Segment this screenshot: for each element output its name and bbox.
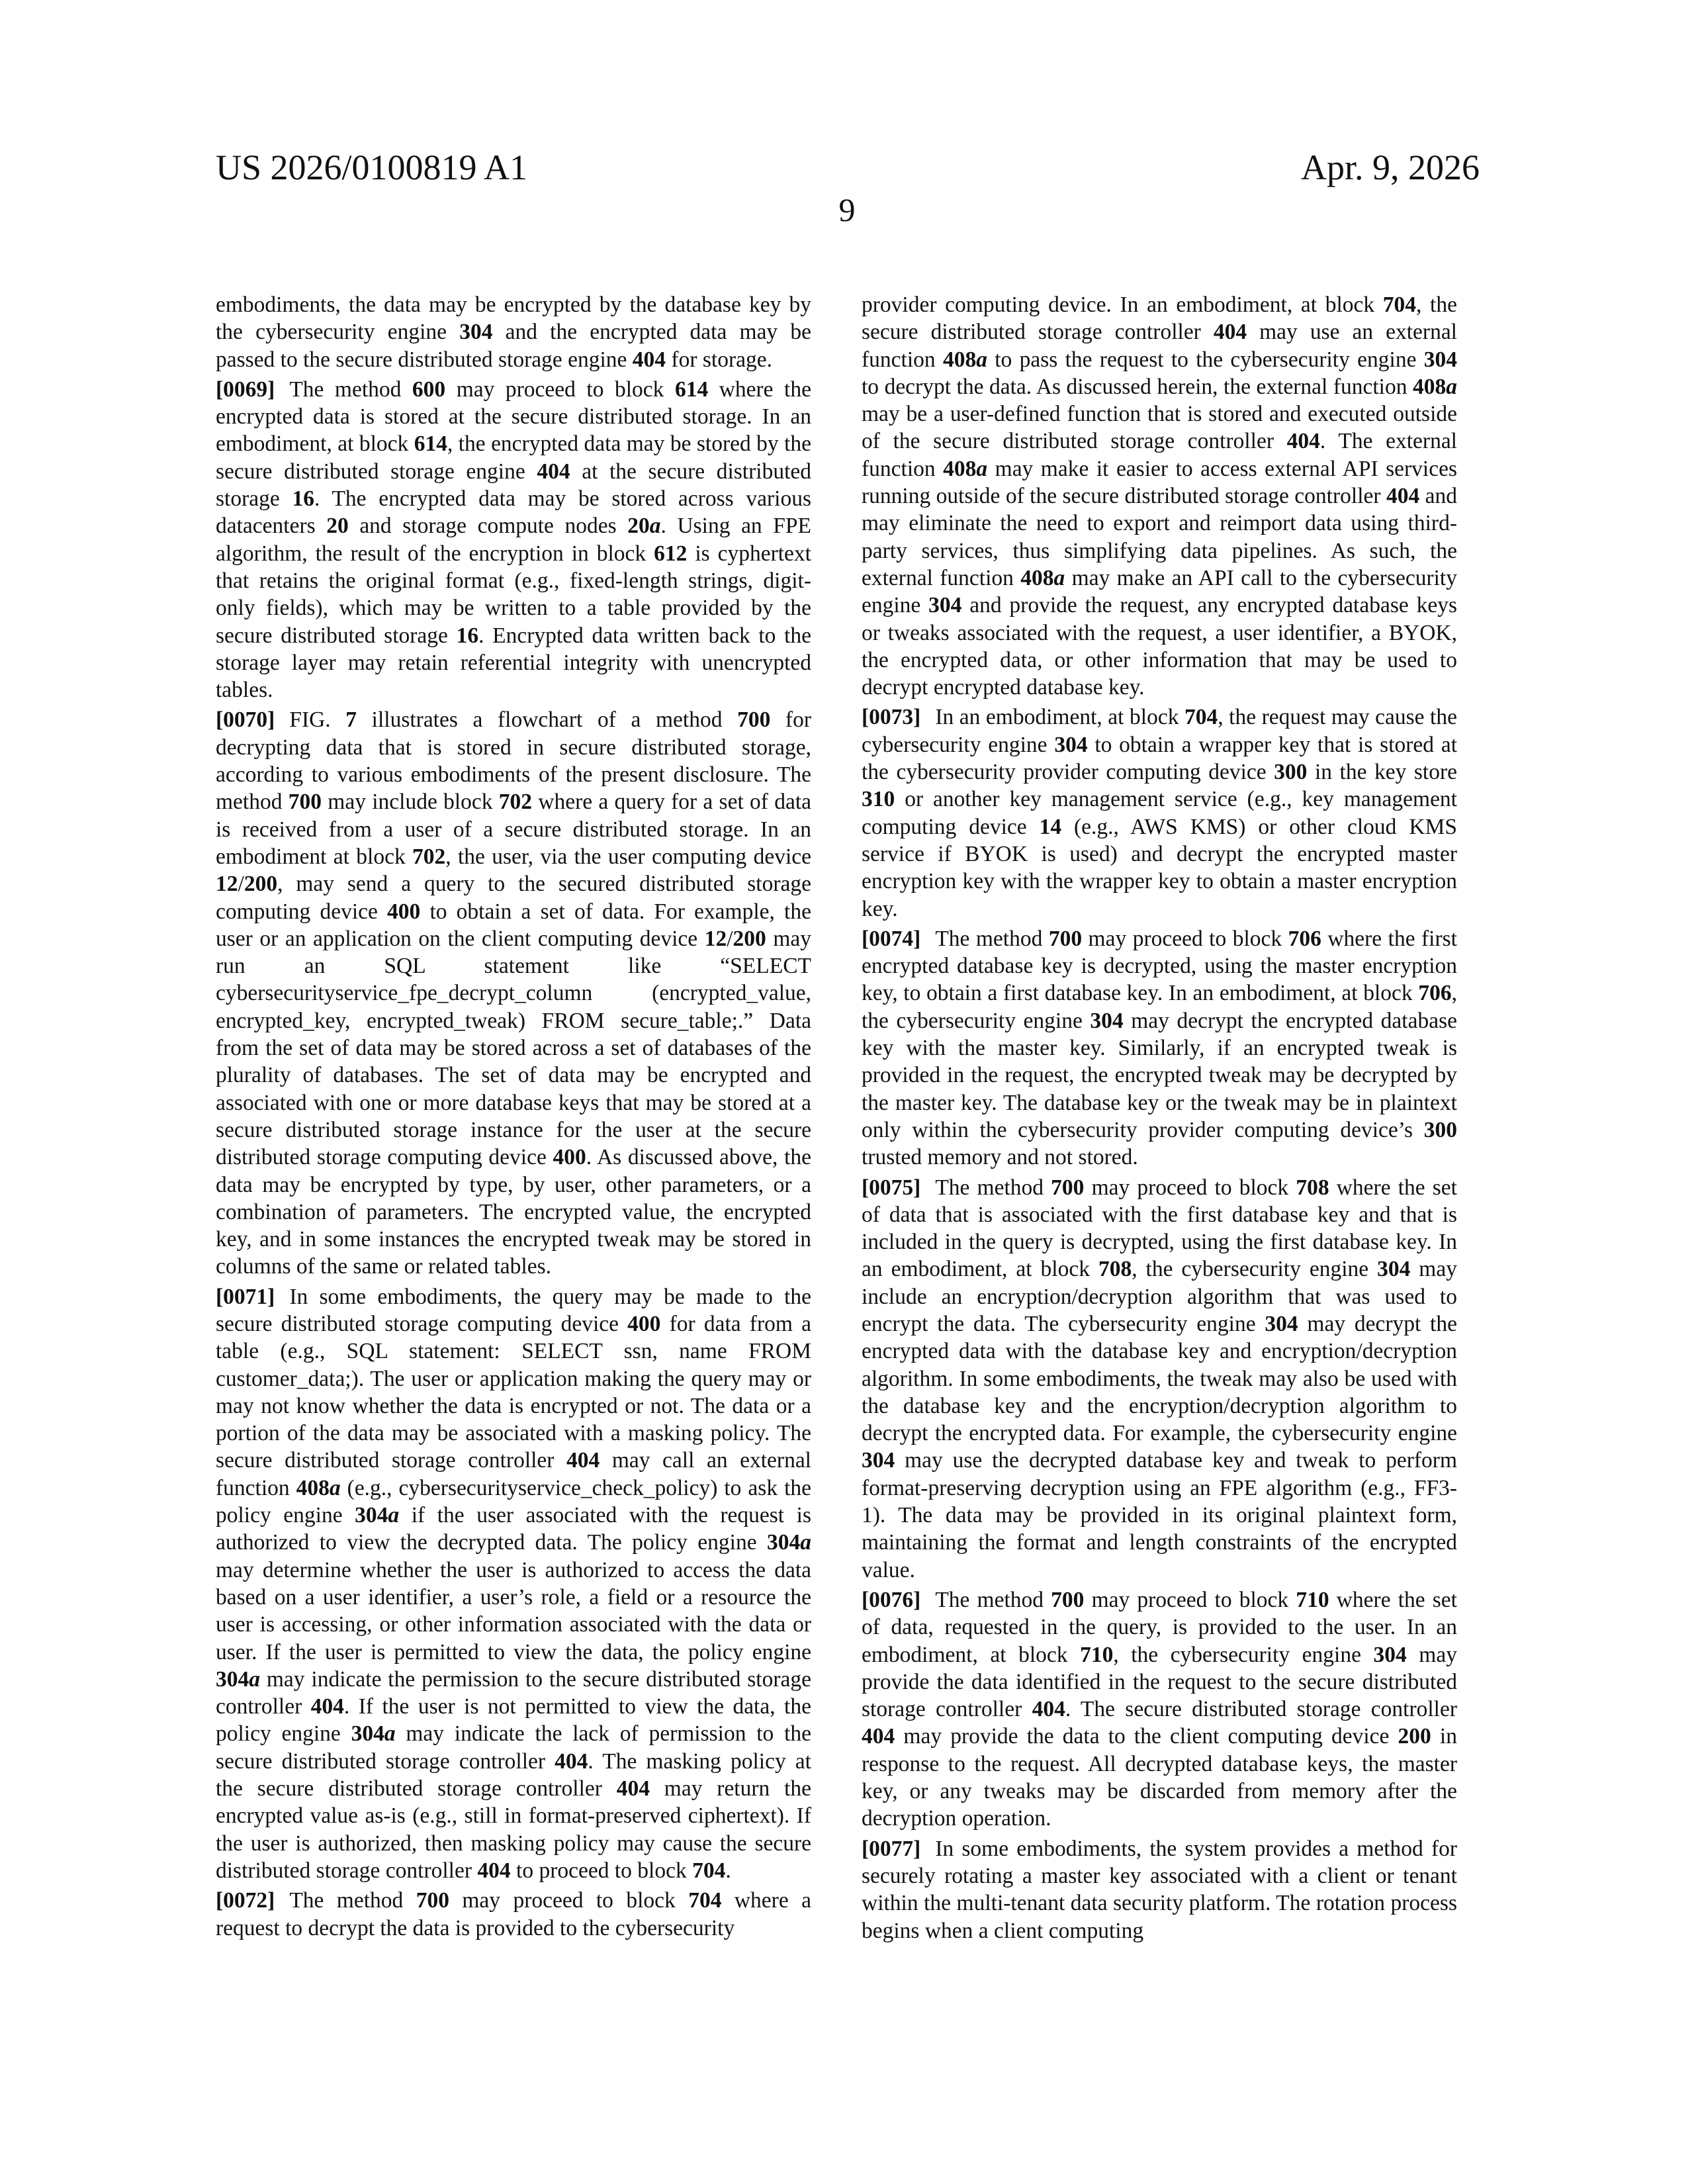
paragraph xyxy=(862,704,1457,922)
page-header xyxy=(216,147,1480,193)
paragraph xyxy=(216,291,811,373)
right-column xyxy=(862,291,1457,1947)
paragraph xyxy=(216,1283,811,1885)
paragraph xyxy=(216,376,811,704)
paragraph-text: In some embodiments, the query may be made to the secure distributed storage computing device 400 for data from a table (e.g., SQL statement: SELECT ssn, name FROM customer_data;). The user or application making the query may or may not know whether the data is encrypted or not. The data or a portion of the data may be associated with a masking policy. The secure distributed storage controller 404 may call an external function 408a (e.g., cybersecurityservice_check_policy) to ask the policy engine 304a if the user associated with the request is authorized to view the decrypted data. The policy engine 304a may determine whether the user is authorized to access the data based on a user identifier, a user’s role, a field or a resource the user is accessing, or other information associated with the data or user. If the user is permitted to view the data, the policy engine 304a may indicate the permission to the secure distributed storage controller 404. If the user is not permitted to view the data, the policy engine 304a may indicate the lack of permission to the secure distributed storage controller 404. The masking policy at the secure distributed storage controller 404 may return the encrypted value as-is (e.g., still in format-preserved ciphertext). If the user is authorized, then masking policy may cause the secure distributed storage controller 404 to proceed to block 704. xyxy=(216,1284,811,1883)
paragraph-number: [0077] xyxy=(862,1836,921,1861)
paragraph xyxy=(862,291,1457,701)
publication-number: US 2026/0100819 A1 xyxy=(216,148,528,187)
left-column xyxy=(216,291,811,1944)
paragraph-number: [0074] xyxy=(862,926,921,951)
paragraph-text: In an embodiment, at block 704, the request may cause the cybersecurity engine 304 to obtain a wrapper key that is stored at the cybersecurity provider computing device 300 in the key store 310 or another key management service (e.g., key management computing device 14 (e.g., AWS KMS) or other cloud KMS service if BYOK is used) and decrypt the encrypted master encryption key with the wrapper key to obtain a master encryption key. xyxy=(862,705,1458,921)
paragraph-text: The method 700 may proceed to block 704 where a request to decrypt the data is provided to the cybersecurity xyxy=(216,1888,811,1940)
paragraph-number: [0072] xyxy=(216,1888,275,1913)
paragraph xyxy=(862,1835,1457,1944)
paragraph-number: [0076] xyxy=(862,1587,921,1612)
paragraph-number: [0070] xyxy=(216,707,275,733)
paragraph-number: [0069] xyxy=(216,377,275,402)
paragraph-number: [0073] xyxy=(862,705,921,730)
paragraph-text: The method 700 may proceed to block 710 where the set of data, requested in the query, is provided to the user. In an embodiment, at block 710, the cybersecurity engine 304 may provide the data identified in the request to the secure distributed storage controller 404. The secure distributed storage controller 404 may provide the data to the client computing device 200 in response to the request. All decrypted database keys, the master key, or any tweaks may be discarded from memory after the decryption operation. xyxy=(862,1587,1457,1831)
paragraph-number: [0071] xyxy=(216,1284,275,1309)
paragraph-number: [0075] xyxy=(862,1175,921,1200)
paragraph xyxy=(862,925,1457,1171)
paragraph-text: In some embodiments, the system provides a method for securely rotating a master key associated with a client or tenant within the multi-tenant data security platform. The rotation process begins when a client computing xyxy=(862,1836,1457,1943)
paragraph-text: The method 700 may proceed to block 708 where the set of data that is associated with the first database key and that is included in the query is decrypted, using the first database key. In an embodiment, at block 708, the cybersecurity engine 304 may include an encryption/decryption algorithm that was used to encrypt the data. The cybersecurity engine 304 may decrypt the encrypted data with the database key and encryption/decryption algorithm. In some embodiments, the tweak may also be used with the database key and the encryption/decryption algorithm to decrypt the encrypted data. For example, the cybersecurity engine 304 may use the decrypted database key and tweak to perform format-preserving decryption using an FPE algorithm (e.g., FF3-1). The data may be provided in its original plaintext form, maintaining the format and length constraints of the encrypted value. xyxy=(862,1175,1457,1582)
page-number: 9 xyxy=(838,191,856,228)
paragraph xyxy=(862,1586,1457,1833)
paragraph xyxy=(216,1887,811,1942)
paragraph xyxy=(862,1174,1457,1584)
paragraph-text: The method 600 may proceed to block 614 where the encrypted data is stored at the secure distributed storage. In an embodiment, at block 614, the encrypted data may be stored by the secure distributed storage engine 404 at the secure distributed storage 16. The encrypted data may be stored across various datacenters 20 and storage compute nodes 20a. Using an FPE algorithm, the result of the encryption in block 612 is cyphertext that retains the original format (e.g., fixed-length strings, digit-only fields), which may be written to a table provided by the secure distributed storage 16. Encrypted data written back to the storage layer may retain referential integrity with unencrypted tables. xyxy=(216,377,812,703)
paragraph-text: FIG. 7 illustrates a flowchart of a method 700 for decrypting data that is stored in secure distributed storage, according to various embodiments of the present disclosure. The method 700 may include block 702 where a query for a set of data is received from a user of a secure distributed storage. In an embodiment at block 702, the user, via the user computing device 12/200, may send a query to the secured distributed storage computing device 400 to obtain a set of data. For example, the user or an application on the client computing device 12/200 may run an SQL statement like “SELECT cybersecurityservice_fpe_decrypt_column (encrypted_value, encrypted_key, encrypted_tweak) FROM secure_table;.” Data from the set of data may be stored across a set of databases of the plurality of databases. The set of data may be encrypted and associated with one or more database keys that may be stored at a secure distributed storage instance for the user at the secure distributed storage computing device 400. As discussed above, the data may be encrypted by type, by user, other parameters, or a combination of parameters. The encrypted value, the encrypted key, and in some instances the encrypted tweak may be stored in columns of the same or related tables. xyxy=(216,707,812,1279)
paragraph xyxy=(216,706,811,1280)
paragraph-text: The method 700 may proceed to block 706 where the first encrypted database key is decrypted, using the master encryption key, to obtain a first database key. In an embodiment, at block 706, the cybersecurity engine 304 may decrypt the encrypted database key with the master key. Similarly, if an encrypted tweak is provided in the request, the encrypted tweak may be decrypted by the master key. The database key or the tweak may be in plaintext only within the cybersecurity provider computing device’s 300 trusted memory and not stored. xyxy=(862,926,1457,1170)
paragraph-text: embodiments, the data may be encrypted by the database key by the cybersecurity engine 304 and the encrypted data may be passed to the secure distributed storage engine 404 for storage. xyxy=(216,293,811,372)
publication-date: Apr. 9, 2026 xyxy=(1301,148,1480,187)
paragraph-text: provider computing device. In an embodiment, at block 704, the secure distributed storage controller 404 may use an external function 408a to pass the request to the cybersecurity engine 304 to decrypt the data. As discussed herein, the external function 408a may be a user-defined function that is stored and executed outside of the secure distributed storage controller 404. The external function 408a may make it easier to access external API services running outside of the secure distributed storage controller 404 and may eliminate the need to export and reimport data using third-party services, thus simplifying data pipelines. As such, the external function 408a may make an API call to the cybersecurity engine 304 and provide the request, any encrypted database keys or tweaks associated with the request, a user identifier, a BYOK, the encrypted data, or other information that may be used to decrypt encrypted database key. xyxy=(862,293,1458,700)
